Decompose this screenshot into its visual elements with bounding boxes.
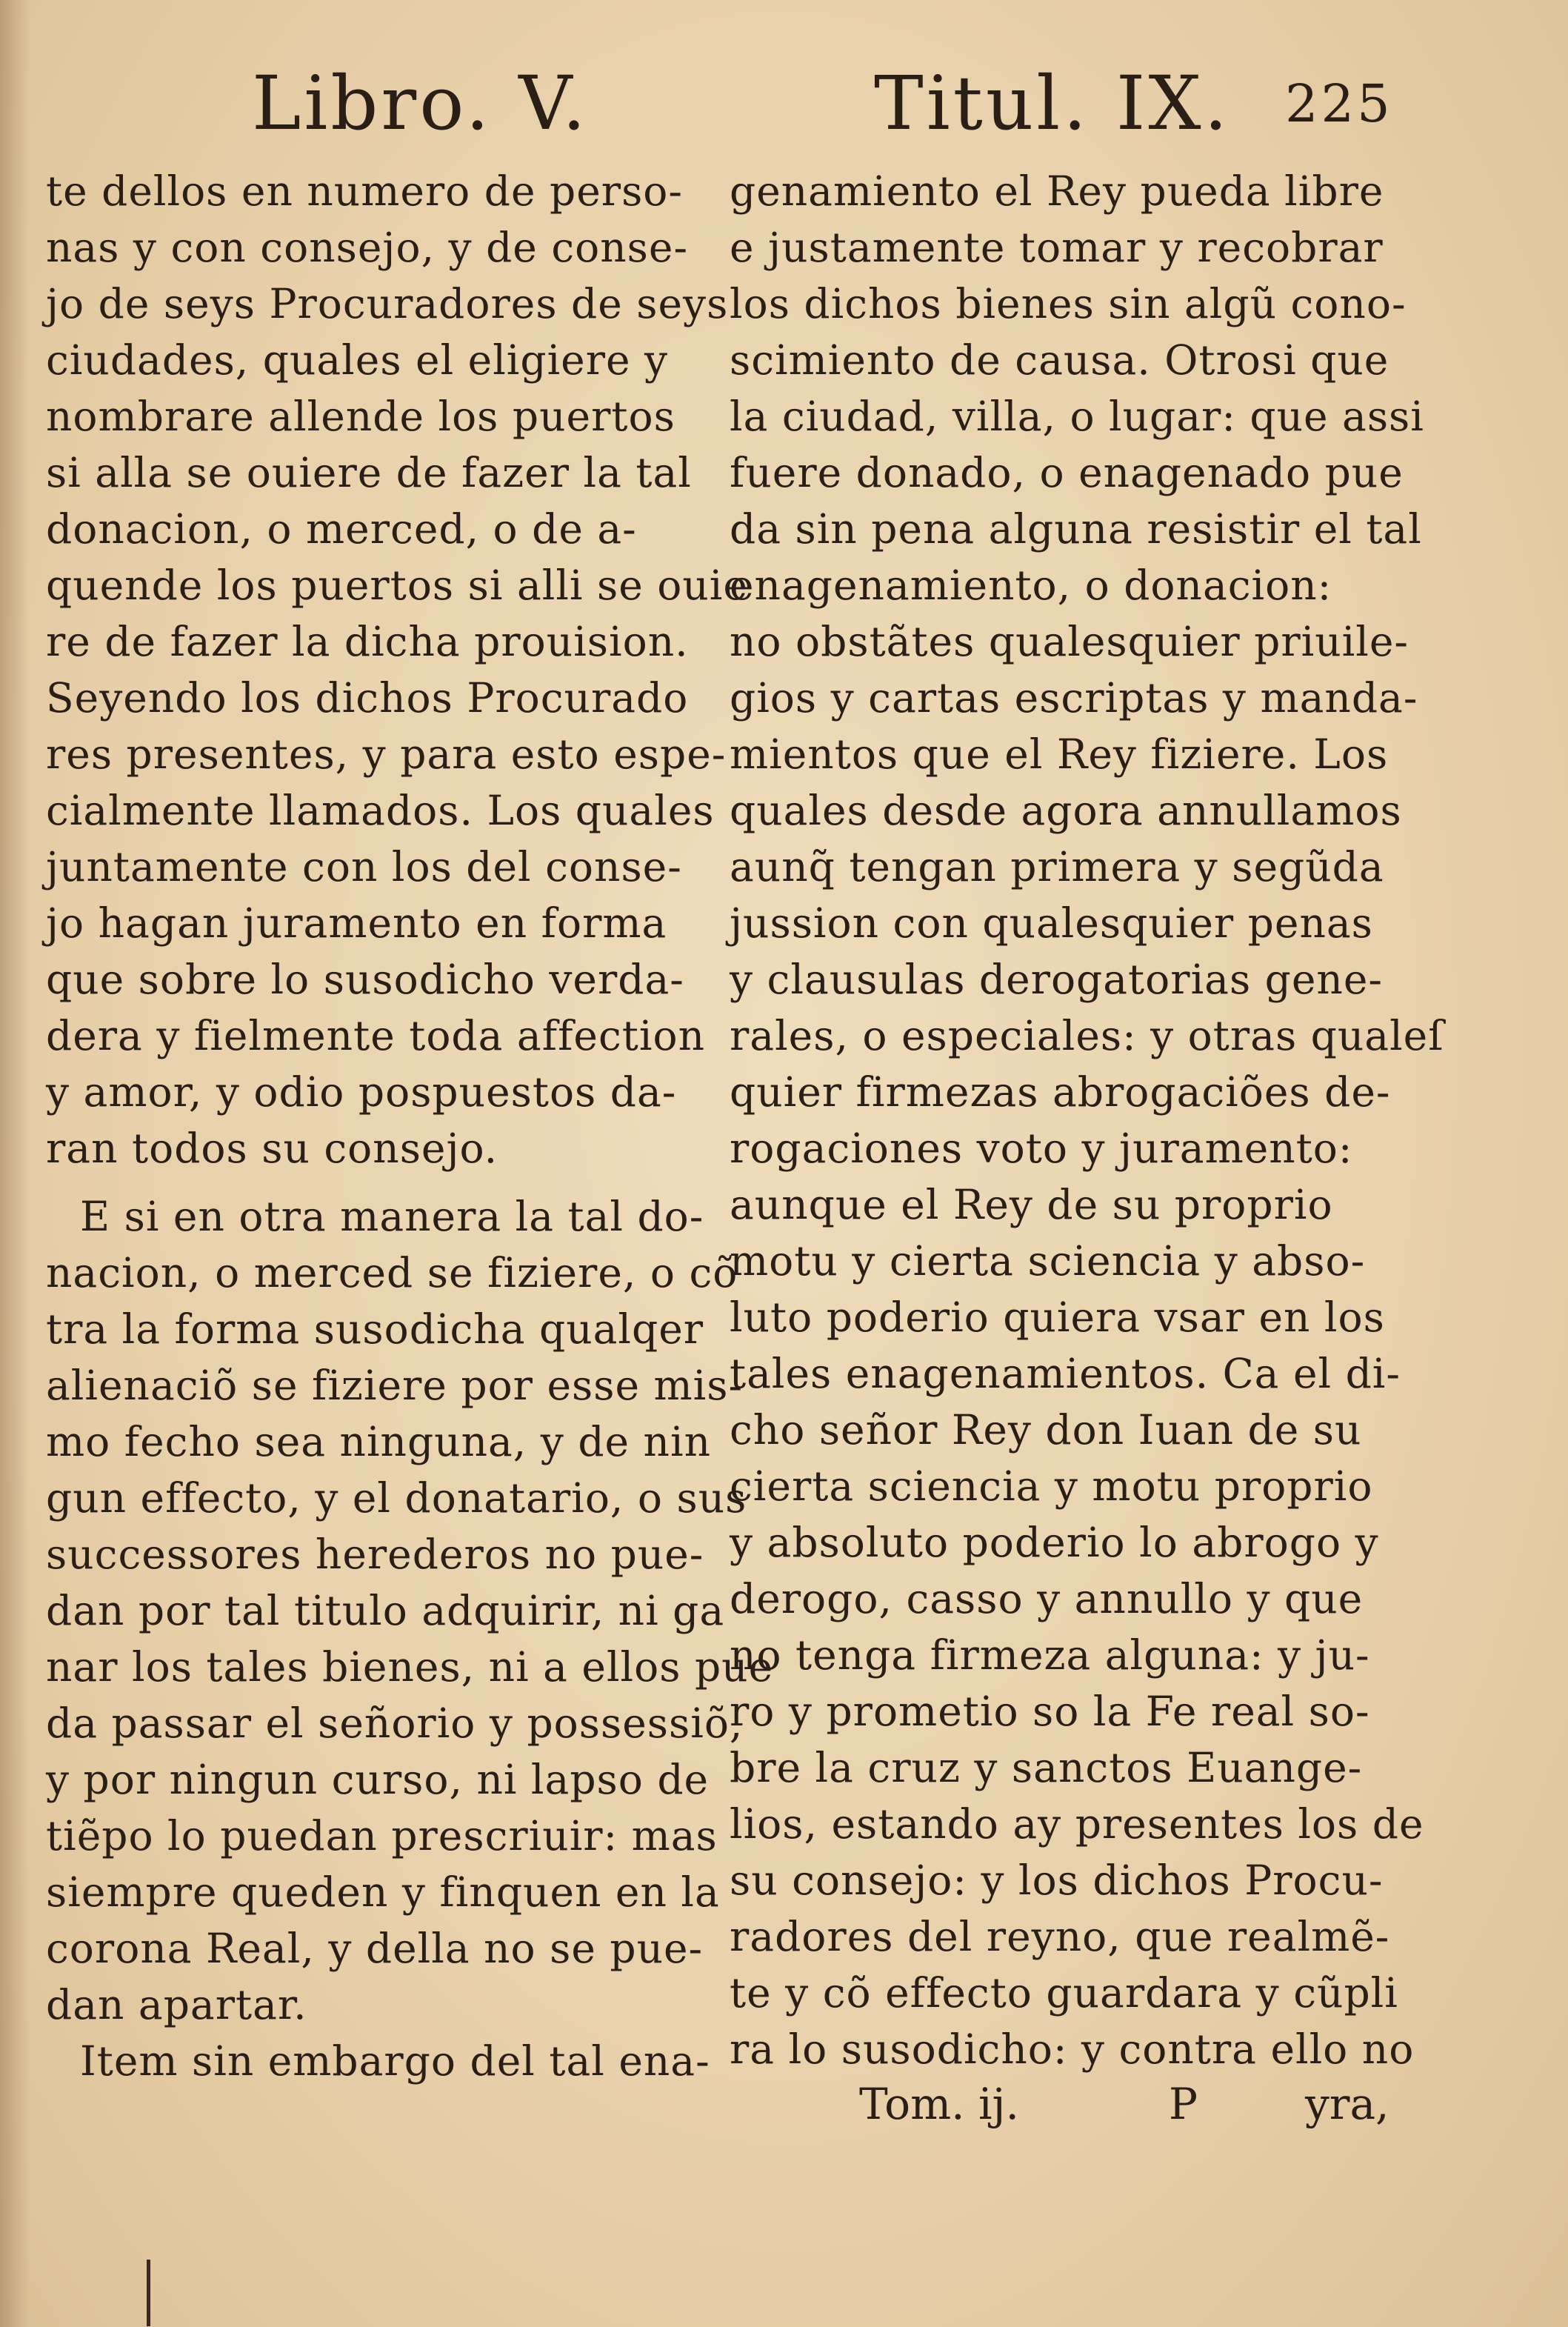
text-line: Seyendo los dichos Procurado (46, 674, 689, 722)
text-line: quier firmezas abrogaciões de- (730, 1068, 1391, 1116)
text-line: derogo, casso y annullo y que (730, 1575, 1364, 1622)
text-line: res presentes, y para esto espe- (46, 730, 727, 778)
text-line: y por ningun curso, ni lapso de (46, 1756, 710, 1803)
text-line: tales enagenamientos. Ca el di- (730, 1350, 1401, 1397)
text-line: su consejo: y los dichos Procu- (730, 1857, 1384, 1904)
text-line: gun effecto, y el donatario, o sus (46, 1474, 747, 1522)
text-line: corona Real, y della no se pue- (46, 1925, 704, 1972)
text-line: tiẽpo lo puedan prescriuir: mas (46, 1812, 718, 1860)
text-line: gios y cartas escriptas y manda- (730, 674, 1418, 722)
text-line: no obstãtes qualesquier priuile- (730, 618, 1409, 665)
text-line: no tenga firmeza alguna: y ju- (730, 1631, 1370, 1679)
text-line: bre la cruz y sanctos Euange- (730, 1744, 1363, 1791)
text-line: alienaciõ se fiziere por esse mis- (46, 1362, 744, 1409)
catchword: yra, (1305, 2079, 1389, 2129)
text-line: rales, o especiales: y otras qualeſ (730, 1012, 1444, 1059)
page-edge-shadow (0, 0, 30, 2327)
text-line: motu y cierta sciencia y abso- (730, 1237, 1366, 1285)
paragraph-start: Item sin embargo del tal ena- (80, 2037, 710, 2085)
paragraph-start: E si en otra manera la tal do- (80, 1193, 704, 1240)
text-line: enagenamiento, o donacion: (730, 562, 1332, 609)
text-line: da sin pena alguna resistir el tal (730, 505, 1422, 553)
text-line: quende los puertos si alli se ouie (46, 562, 748, 609)
text-line: nombrare allende los puertos (46, 393, 675, 440)
text-line: fuere donado, o enagenado pue (730, 449, 1404, 496)
text-line: la ciudad, villa, o lugar: que assi (730, 393, 1424, 440)
text-line: quales desde agora annullamos (730, 787, 1402, 834)
text-line: dera y fielmente toda affection (46, 1012, 705, 1059)
page-footer (0, 2074, 1568, 2134)
text-line: genamiento el Rey pueda libre (730, 167, 1384, 215)
left-column (46, 163, 774, 2089)
text-line: tra la forma susodicha qualqer (46, 1305, 704, 1353)
ink-mark (147, 2260, 150, 2326)
text-line: y amor, y odio pospuestos da- (46, 1068, 677, 1116)
header-title: Titul. IX. (874, 60, 1231, 147)
text-line: cierta sciencia y motu proprio (730, 1462, 1373, 1510)
text-line: donacion, o merced, o de a- (46, 505, 637, 553)
folio-number: 225 (1285, 73, 1393, 134)
text-line: jo hagan juramento en forma (46, 899, 667, 947)
text-line: mo fecho sea ninguna, y de nin (46, 1418, 711, 1465)
volume-mark: Tom. ij. (859, 2079, 1019, 2129)
text-line: los dichos bienes sin algũ cono- (730, 280, 1407, 327)
text-line: te y cõ effecto guardara y cũpli (730, 1969, 1398, 2017)
text-line: jussion con qualesquier penas (730, 899, 1373, 947)
text-line: ra lo susodicho: y contra ello no (730, 2025, 1415, 2073)
right-column (730, 163, 1444, 2077)
signature-mark: P (1169, 2079, 1198, 2129)
text-line: re de fazer la dicha prouision. (46, 618, 689, 665)
text-line: radores del reyno, que realmẽ- (730, 1913, 1390, 1960)
text-line: luto poderio quiera vsar en los (730, 1294, 1385, 1341)
text-line: ran todos su consejo. (46, 1125, 498, 1172)
text-line: y clausulas derogatorias gene- (730, 956, 1383, 1003)
text-line: cho señor Rey don Iuan de su (730, 1406, 1362, 1454)
text-line: dan por tal titulo adquirir, ni ga (46, 1587, 725, 1634)
text-line: nacion, o merced se fiziere, o cõ (46, 1249, 738, 1296)
text-line: y absoluto poderio lo abrogo y (730, 1519, 1379, 1566)
text-line: ro y prometio so la Fe real so- (730, 1688, 1370, 1735)
text-line: ciudades, quales el eligiere y (46, 336, 669, 384)
header-book: Libro. V. (252, 60, 589, 147)
text-line: que sobre lo susodicho verda- (46, 956, 684, 1003)
text-line: nar los tales bienes, ni a ellos pue (46, 1643, 774, 1691)
text-line: nas y con consejo, y de conse- (46, 224, 689, 271)
running-header (0, 52, 1568, 156)
text-line: mientos que el Rey fiziere. Los (730, 730, 1389, 778)
text-line: e justamente tomar y recobrar (730, 224, 1384, 271)
text-line: jo de seys Procuradores de seys (46, 280, 729, 327)
text-line: lios, estando ay presentes los de (730, 1800, 1424, 1848)
text-line: juntamente con los del conse- (46, 843, 682, 890)
text-line: dan apartar. (46, 1981, 307, 2028)
text-line: siempre queden y finquen en la (46, 1868, 720, 1916)
text-line: aunque el Rey de su proprio (730, 1181, 1333, 1228)
text-line: rogaciones voto y juramento: (730, 1125, 1353, 1172)
text-line: successores herederos no pue- (46, 1531, 704, 1578)
text-line: cialmente llamados. Los quales (46, 787, 715, 834)
text-line: da passar el señorio y possessiõ, (46, 1700, 744, 1747)
text-line: scimiento de causa. Otrosi que (730, 336, 1389, 384)
text-line: si alla se ouiere de fazer la tal (46, 449, 692, 496)
text-line: te dellos en numero de perso- (46, 167, 683, 215)
text-line: aunq̃ tengan primera y segũda (730, 843, 1384, 890)
